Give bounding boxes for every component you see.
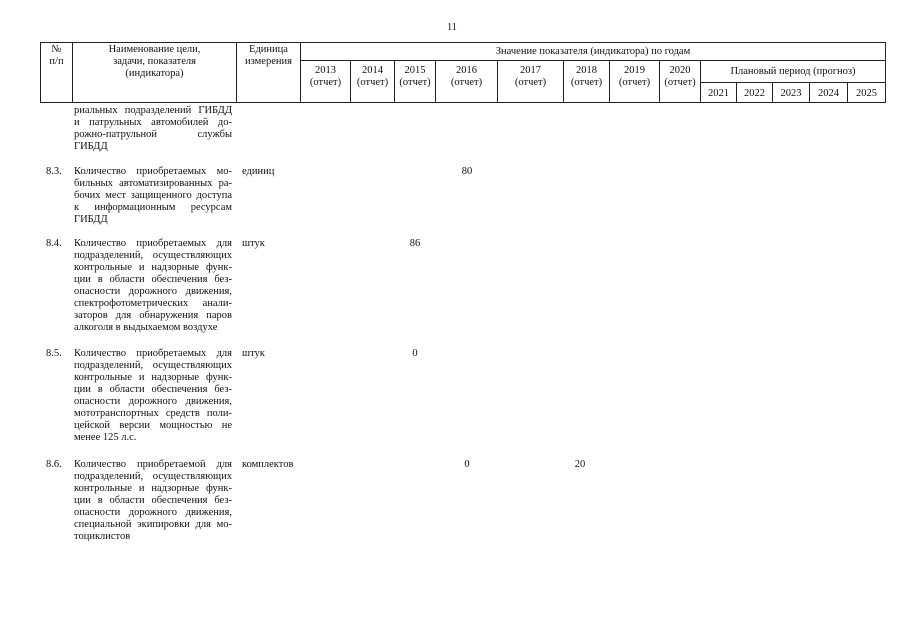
page-number: 11 xyxy=(447,22,457,33)
row-value-2018: 20 xyxy=(574,459,586,470)
header-plan-year-2023: 2023 xyxy=(773,83,810,103)
row-value-2016: 80 xyxy=(461,166,473,177)
header-num: № п/п xyxy=(41,43,73,103)
row-unit: штук xyxy=(242,238,265,249)
header-year-2017: 2017 (отчет) xyxy=(498,61,564,103)
row-number: 8.4. xyxy=(46,238,62,249)
row-value-2015: 0 xyxy=(412,348,418,359)
row-number: 8.6. xyxy=(46,459,62,470)
row-unit: штук xyxy=(242,348,265,359)
row-value-2016: 0 xyxy=(464,459,470,470)
row-indicator-name: Количество приобретаемой для подразделений, осуществляющих контрольные и надзорные функ- ции в области обеспечения без- опасности дорожного движения, специальной экипировки для мо- тоциклистов xyxy=(74,459,232,542)
header-year-2016: 2016 (отчет) xyxy=(436,61,498,103)
row-number: 8.3. xyxy=(46,166,62,177)
header-year-2015: 2015 (отчет) xyxy=(395,61,436,103)
row-indicator-name: Количество приобретаемых мо- бильных автоматизированных ра- бочих мест защищенного доступа к информационным ресурсам ГИБДД xyxy=(74,166,232,225)
row-indicator-name: Количество приобретаемых для подразделений, осуществляющих контрольные и надзорные функ- ции в области обеспечения без- опасности дорожного движения, мототранспортных средств поли- цейской версии мощностью не менее 125 л.с. xyxy=(74,348,232,443)
header-year-2014: 2014 (отчет) xyxy=(351,61,395,103)
header-year-2019: 2019 (отчет) xyxy=(610,61,660,103)
header-plan-period: Плановый период (прогноз) xyxy=(701,61,886,83)
header-name: Наименование цели, задачи, показателя (индикатора) xyxy=(73,43,237,103)
row-number: 8.5. xyxy=(46,348,62,359)
header-year-2013: 2013 (отчет) xyxy=(301,61,351,103)
row-value-2015: 86 xyxy=(409,238,421,249)
header-values: Значение показателя (индикатора) по годам xyxy=(301,43,886,61)
row-indicator-name: Количество приобретаемых для подразделений, осуществляющих контрольные и надзорные функ- ции в области обеспечения без- опасности дорожного движения, спектрофотометрических анали- заторов для обнаружения паров алкоголя в выдыхаемом воздухе xyxy=(74,238,232,333)
header-unit: Единица измерения xyxy=(237,43,301,103)
row-indicator-name: риальных подразделений ГИБДД и патрульных автомобилей до- рожно-патрульной службы ГИБДД xyxy=(74,105,232,152)
header-plan-year-2025: 2025 xyxy=(848,83,886,103)
header-plan-year-2024: 2024 xyxy=(810,83,848,103)
row-unit: комплектов xyxy=(242,459,294,470)
header-year-2018: 2018 (отчет) xyxy=(564,61,610,103)
header-plan-year-2022: 2022 xyxy=(737,83,773,103)
header-plan-year-2021: 2021 xyxy=(701,83,737,103)
row-unit: единиц xyxy=(242,166,275,177)
table-header xyxy=(40,42,886,103)
header-year-2020: 2020 (отчет) xyxy=(660,61,701,103)
